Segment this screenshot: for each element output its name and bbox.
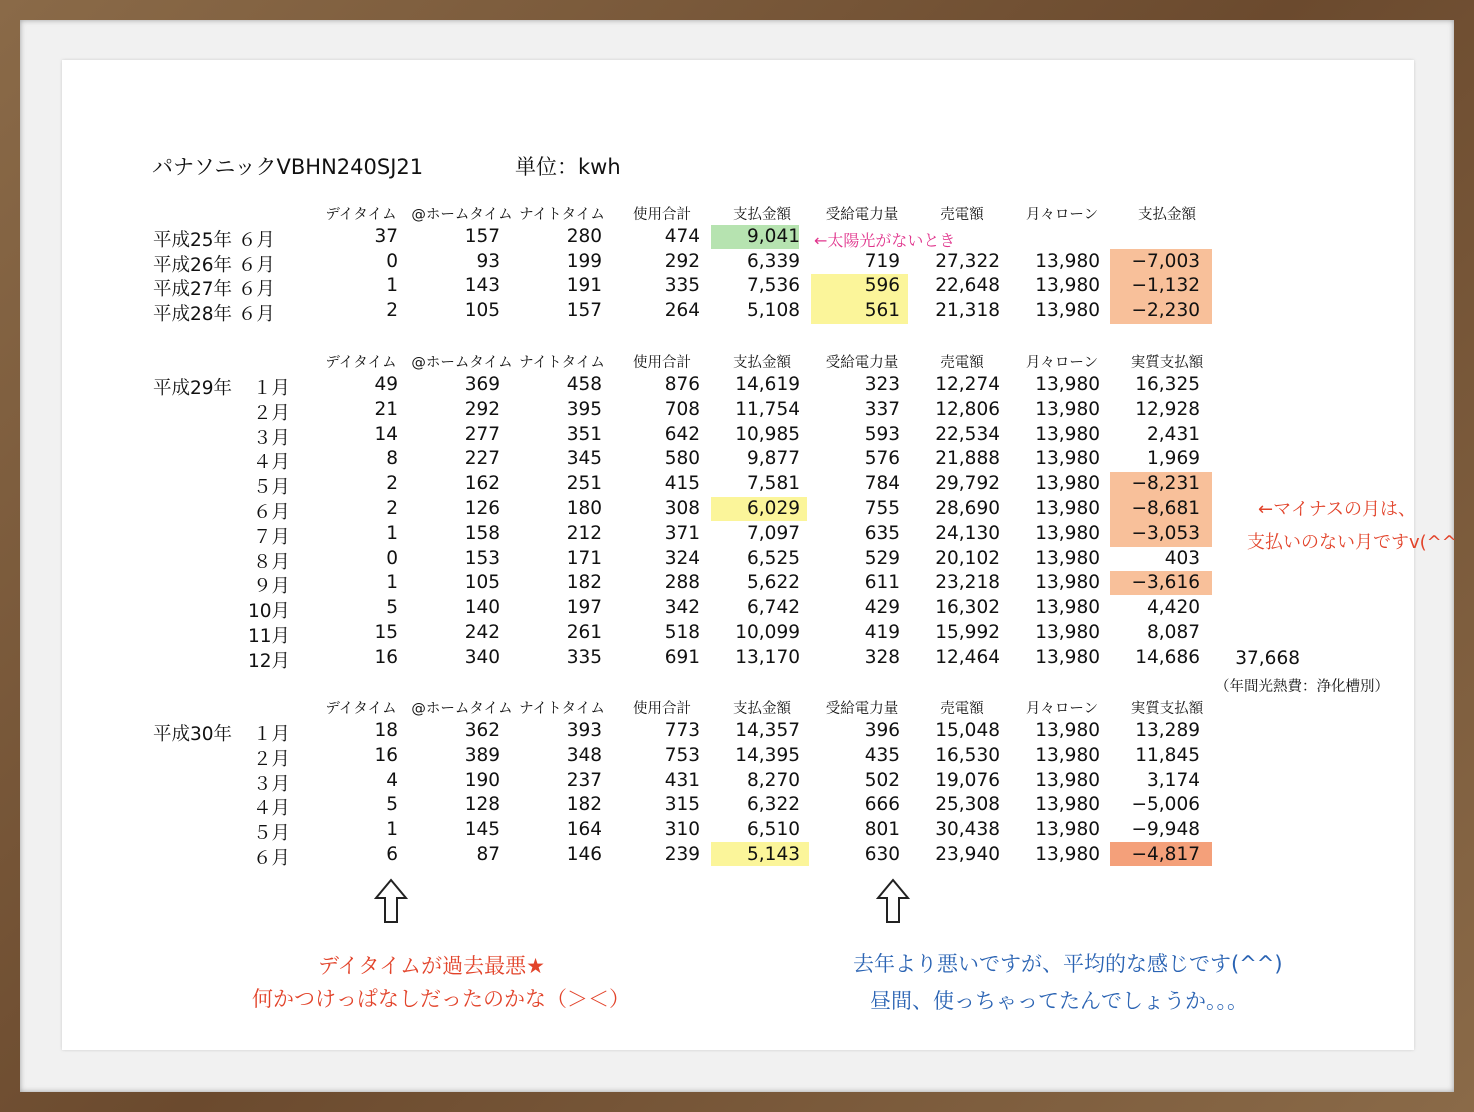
table-cell: 708: [664, 399, 700, 420]
table-cell: 13,980: [1035, 770, 1100, 791]
table-cell: 351: [566, 424, 602, 445]
table-cell: 0: [386, 548, 398, 569]
table-cell: 13,980: [1035, 745, 1100, 766]
column-header: ナイトタイム: [519, 701, 605, 717]
table-cell: 2: [386, 498, 398, 519]
table-cell: 2,431: [1147, 424, 1200, 445]
year-label: 平成29年: [153, 378, 233, 399]
row-label: 平成27年 ６月: [153, 279, 275, 300]
table-cell: 182: [566, 572, 602, 593]
table-cell: 308: [664, 498, 700, 519]
table-cell: −8,681: [1131, 498, 1200, 519]
table-cell: 5,143: [747, 844, 800, 865]
table-cell: 719: [864, 251, 900, 272]
table-cell: 37: [374, 226, 398, 247]
column-header: 売電額: [940, 701, 984, 717]
month-label: 12月: [247, 651, 290, 672]
table-cell: 348: [566, 745, 602, 766]
table-cell: 16: [374, 647, 398, 668]
table-cell: 237: [566, 770, 602, 791]
table-cell: 128: [464, 794, 500, 815]
table-cell: 292: [464, 399, 500, 420]
table-cell: 13,289: [1135, 720, 1200, 741]
table-cell: 580: [664, 448, 700, 469]
table-cell: 19,076: [935, 770, 1000, 791]
table-cell: 261: [566, 622, 602, 643]
up-arrow-icon: [876, 878, 910, 924]
table-cell: 7,536: [747, 275, 800, 296]
month-label: ４月: [252, 452, 290, 473]
table-cell: 15: [374, 622, 398, 643]
table-cell: 13,980: [1035, 794, 1100, 815]
up-arrow-icon: [374, 878, 408, 924]
table-cell: 164: [566, 819, 602, 840]
table-cell: 13,980: [1035, 647, 1100, 668]
table-cell: 14: [374, 424, 398, 445]
table-cell: 429: [864, 597, 900, 618]
table-cell: 212: [566, 523, 602, 544]
table-cell: 18: [374, 720, 398, 741]
table-cell: 7,581: [747, 473, 800, 494]
table-cell: 162: [464, 473, 500, 494]
table-cell: 502: [864, 770, 900, 791]
annual-total: 37,668: [1235, 648, 1300, 669]
table-cell: 251: [566, 473, 602, 494]
column-header: 支払金額: [1138, 207, 1196, 223]
table-cell: 20,102: [935, 548, 1000, 569]
table-cell: −4,817: [1131, 844, 1200, 865]
table-cell: 12,806: [935, 399, 1000, 420]
table-cell: 13,980: [1035, 720, 1100, 741]
table-cell: 801: [864, 819, 900, 840]
table-cell: 755: [864, 498, 900, 519]
table-cell: 3,174: [1147, 770, 1200, 791]
table-cell: 13,980: [1035, 448, 1100, 469]
column-header: 使用合計: [633, 355, 691, 371]
table-cell: 30,438: [935, 819, 1000, 840]
column-header: 使用合計: [633, 701, 691, 717]
comment-left: 何かつけっぱなしだったのかな（＞＜）: [252, 987, 630, 1011]
table-cell: 13,980: [1035, 275, 1100, 296]
table-cell: 22,648: [935, 275, 1000, 296]
comment-left: デイタイムが過去最悪★: [318, 954, 545, 978]
table-cell: 13,170: [735, 647, 800, 668]
table-cell: 199: [566, 251, 602, 272]
table-cell: 4: [386, 770, 398, 791]
table-cell: 14,686: [1135, 647, 1200, 668]
table-cell: 24,130: [935, 523, 1000, 544]
month-label: ５月: [252, 477, 290, 498]
table-cell: 27,322: [935, 251, 1000, 272]
table-cell: 105: [464, 572, 500, 593]
table-cell: 395: [566, 399, 602, 420]
table-cell: 518: [664, 622, 700, 643]
month-label: ３月: [252, 774, 290, 795]
document-title: パナソニックVBHN240SJ21: [152, 155, 424, 179]
table-cell: 2: [386, 300, 398, 321]
table-cell: 13,980: [1035, 622, 1100, 643]
table-cell: 13,980: [1035, 819, 1100, 840]
column-header: @ホームタイム: [411, 207, 513, 223]
table-cell: 342: [664, 597, 700, 618]
table-cell: 21,888: [935, 448, 1000, 469]
table-cell: 171: [566, 548, 602, 569]
table-cell: −2,230: [1131, 300, 1200, 321]
table-cell: 49: [374, 374, 398, 395]
table-cell: 277: [464, 424, 500, 445]
table-cell: 5,622: [747, 572, 800, 593]
row-label: 平成28年 ６月: [153, 304, 275, 325]
table-cell: 419: [864, 622, 900, 643]
column-header: 支払金額: [733, 355, 791, 371]
table-cell: 13,980: [1035, 424, 1100, 445]
table-cell: 23,218: [935, 572, 1000, 593]
table-cell: 146: [566, 844, 602, 865]
table-cell: 13,980: [1035, 844, 1100, 865]
table-cell: 389: [464, 745, 500, 766]
column-header: 実質支払額: [1130, 701, 1204, 717]
table-cell: 280: [566, 226, 602, 247]
table-cell: 29,792: [935, 473, 1000, 494]
unit-label: 単位：kwh: [515, 155, 621, 179]
table-cell: 337: [864, 399, 900, 420]
table-cell: 593: [864, 424, 900, 445]
table-cell: 1,969: [1147, 448, 1200, 469]
table-cell: 16,530: [935, 745, 1000, 766]
comment-right: 去年より悪いですが、平均的な感じです(^^): [853, 952, 1283, 976]
column-header: 受給電力量: [825, 701, 899, 717]
table-cell: 15,992: [935, 622, 1000, 643]
table-cell: 16,325: [1135, 374, 1200, 395]
table-cell: 28,690: [935, 498, 1000, 519]
table-cell: 12,928: [1135, 399, 1200, 420]
table-cell: 561: [864, 300, 900, 321]
table-cell: 126: [464, 498, 500, 519]
table-cell: 15,048: [935, 720, 1000, 741]
table-cell: 784: [864, 473, 900, 494]
table-cell: 13,980: [1035, 399, 1100, 420]
column-header: 受給電力量: [825, 355, 899, 371]
table-cell: 1: [386, 523, 398, 544]
annual-note: （年間光熱費：浄化槽別）: [1215, 679, 1389, 695]
table-cell: 158: [464, 523, 500, 544]
table-cell: 12,464: [935, 647, 1000, 668]
table-cell: 140: [464, 597, 500, 618]
table-cell: 292: [664, 251, 700, 272]
table-cell: 393: [566, 720, 602, 741]
table-cell: −3,053: [1131, 523, 1200, 544]
table-cell: 5: [386, 794, 398, 815]
table-cell: 180: [566, 498, 602, 519]
table-cell: 6: [386, 844, 398, 865]
table-cell: 396: [864, 720, 900, 741]
table-cell: 13,980: [1035, 251, 1100, 272]
table-cell: 474: [664, 226, 700, 247]
table-cell: 691: [664, 647, 700, 668]
table-cell: 11,845: [1135, 745, 1200, 766]
table-cell: 431: [664, 770, 700, 791]
table-cell: 157: [464, 226, 500, 247]
table-cell: 369: [464, 374, 500, 395]
column-header: ナイトタイム: [519, 207, 605, 223]
table-cell: 6,525: [747, 548, 800, 569]
table-cell: 9,877: [747, 448, 800, 469]
table-cell: 7,097: [747, 523, 800, 544]
side-note: ←マイナスの月は、: [1258, 499, 1417, 520]
table-cell: 666: [864, 794, 900, 815]
table-cell: 371: [664, 523, 700, 544]
side-note: 支払いのない月ですv(^^: [1247, 532, 1457, 553]
table-cell: 1: [386, 572, 398, 593]
table-cell: 16: [374, 745, 398, 766]
month-label: ２月: [252, 403, 290, 424]
table-cell: 13,980: [1035, 374, 1100, 395]
table-cell: 576: [864, 448, 900, 469]
month-label: 10月: [247, 601, 290, 622]
table-cell: 4,420: [1147, 597, 1200, 618]
table-cell: 6,510: [747, 819, 800, 840]
month-label: ６月: [252, 848, 290, 869]
table-cell: 6,029: [747, 498, 800, 519]
column-header: 実質支払額: [1130, 355, 1204, 371]
table-cell: −5,006: [1131, 794, 1200, 815]
comment-right: 昼間、使っちゃってたんでしょうか。。。: [870, 989, 1248, 1013]
table-cell: 8: [386, 448, 398, 469]
column-header: 支払金額: [733, 207, 791, 223]
month-label: ６月: [252, 502, 290, 523]
column-header: 月々ローン: [1025, 701, 1099, 717]
month-label: ９月: [252, 576, 290, 597]
table-cell: 11,754: [735, 399, 800, 420]
table-cell: 596: [864, 275, 900, 296]
table-cell: 13,980: [1035, 498, 1100, 519]
month-label: ７月: [252, 527, 290, 548]
column-header: 使用合計: [633, 207, 691, 223]
table-cell: 13,980: [1035, 523, 1100, 544]
column-header: 支払金額: [733, 701, 791, 717]
column-header: @ホームタイム: [411, 355, 513, 371]
table-cell: 153: [464, 548, 500, 569]
month-label: ２月: [252, 749, 290, 770]
no-solar-note: ←太陽光がないとき: [814, 231, 956, 250]
month-label: １月: [252, 378, 290, 399]
table-cell: 143: [464, 275, 500, 296]
table-cell: −8,231: [1131, 473, 1200, 494]
table-cell: 5: [386, 597, 398, 618]
table-cell: 14,619: [735, 374, 800, 395]
table-cell: 1: [386, 275, 398, 296]
table-cell: 324: [664, 548, 700, 569]
table-cell: 13,980: [1035, 597, 1100, 618]
month-label: ５月: [252, 823, 290, 844]
table-cell: 415: [664, 473, 700, 494]
table-cell: 145: [464, 819, 500, 840]
table-cell: 13,980: [1035, 548, 1100, 569]
column-header: 受給電力量: [825, 207, 899, 223]
column-header: ナイトタイム: [519, 355, 605, 371]
table-cell: 403: [1164, 548, 1200, 569]
table-cell: 13,980: [1035, 473, 1100, 494]
table-cell: 242: [464, 622, 500, 643]
table-cell: 10,985: [735, 424, 800, 445]
table-cell: 753: [664, 745, 700, 766]
table-cell: 14,395: [735, 745, 800, 766]
table-cell: 93: [476, 251, 500, 272]
month-label: 11月: [247, 626, 290, 647]
table-cell: 611: [864, 572, 900, 593]
table-cell: 23,940: [935, 844, 1000, 865]
table-cell: 264: [664, 300, 700, 321]
table-cell: −7,003: [1131, 251, 1200, 272]
table-cell: 197: [566, 597, 602, 618]
column-header: 月々ローン: [1025, 207, 1099, 223]
year-label: 平成30年: [153, 724, 233, 745]
table-cell: 25,308: [935, 794, 1000, 815]
table-cell: 10,099: [735, 622, 800, 643]
column-header: 売電額: [940, 355, 984, 371]
column-header: @ホームタイム: [411, 701, 513, 717]
table-cell: 21: [374, 399, 398, 420]
table-cell: 87: [476, 844, 500, 865]
table-cell: 458: [566, 374, 602, 395]
table-cell: 315: [664, 794, 700, 815]
table-cell: 6,339: [747, 251, 800, 272]
table-cell: 6,322: [747, 794, 800, 815]
table-cell: 0: [386, 251, 398, 272]
table-cell: 9,041: [747, 226, 800, 247]
table-cell: 190: [464, 770, 500, 791]
table-cell: 16,302: [935, 597, 1000, 618]
table-cell: 340: [464, 647, 500, 668]
table-cell: 12,274: [935, 374, 1000, 395]
table-cell: −9,948: [1131, 819, 1200, 840]
table-cell: 13,980: [1035, 300, 1100, 321]
column-header: 売電額: [940, 207, 984, 223]
table-cell: 335: [566, 647, 602, 668]
column-header: デイタイム: [325, 701, 397, 717]
table-cell: 227: [464, 448, 500, 469]
table-cell: 635: [864, 523, 900, 544]
table-cell: 14,357: [735, 720, 800, 741]
table-cell: 335: [664, 275, 700, 296]
table-cell: 288: [664, 572, 700, 593]
table-cell: −1,132: [1131, 275, 1200, 296]
month-label: ３月: [252, 428, 290, 449]
month-label: １月: [252, 724, 290, 745]
table-cell: 6,742: [747, 597, 800, 618]
table-cell: 105: [464, 300, 500, 321]
table-cell: 191: [566, 275, 602, 296]
table-cell: 8,087: [1147, 622, 1200, 643]
table-cell: 1: [386, 819, 398, 840]
table-cell: 642: [664, 424, 700, 445]
row-label: 平成25年 ６月: [153, 230, 275, 251]
table-cell: 328: [864, 647, 900, 668]
table-cell: 2: [386, 473, 398, 494]
column-header: デイタイム: [325, 207, 397, 223]
table-cell: 8,270: [747, 770, 800, 791]
table-cell: 13,980: [1035, 572, 1100, 593]
table-cell: 239: [664, 844, 700, 865]
table-cell: 157: [566, 300, 602, 321]
row-label: 平成26年 ６月: [153, 255, 275, 276]
table-cell: 323: [864, 374, 900, 395]
table-cell: −3,616: [1131, 572, 1200, 593]
month-label: ８月: [252, 552, 290, 573]
table-cell: 773: [664, 720, 700, 741]
table-cell: 345: [566, 448, 602, 469]
table-cell: 21,318: [935, 300, 1000, 321]
table-cell: 630: [864, 844, 900, 865]
month-label: ４月: [252, 798, 290, 819]
table-cell: 182: [566, 794, 602, 815]
table-cell: 529: [864, 548, 900, 569]
table-cell: 435: [864, 745, 900, 766]
table-cell: 362: [464, 720, 500, 741]
table-cell: 22,534: [935, 424, 1000, 445]
table-cell: 310: [664, 819, 700, 840]
column-header: 月々ローン: [1025, 355, 1099, 371]
column-header: デイタイム: [325, 355, 397, 371]
table-cell: 876: [664, 374, 700, 395]
table-cell: 5,108: [747, 300, 800, 321]
